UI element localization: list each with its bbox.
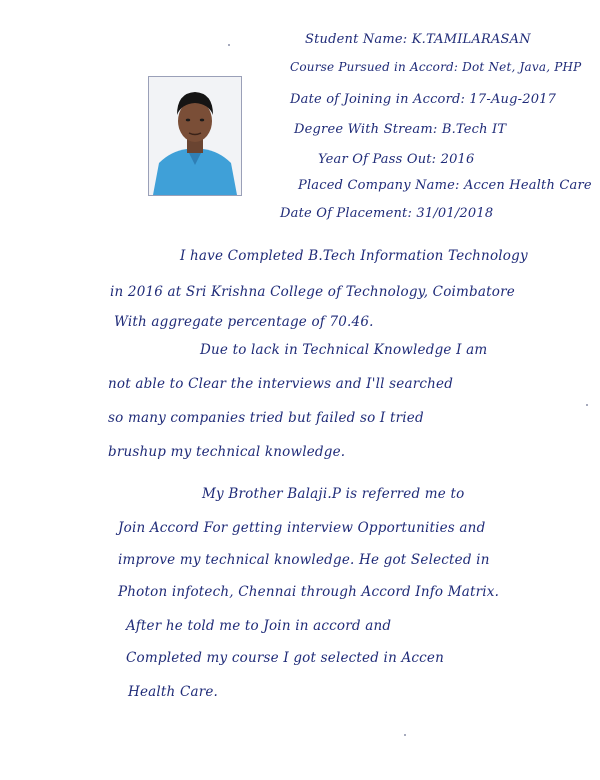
- body-line: improve my technical knowledge. He got Selected in: [118, 552, 490, 568]
- body-line: Completed my course I got selected in Accen: [126, 650, 445, 666]
- body-line: Health Care.: [128, 684, 219, 700]
- placement-date-line: Date Of Placement: 31/01/2018: [280, 206, 494, 221]
- body-line: Photon infotech, Chennai through Accord Info Matrix.: [118, 584, 500, 600]
- student-photo: [148, 76, 242, 196]
- body-line: brushup my technical knowledge.: [108, 444, 346, 460]
- student-name-line: Student Name: K.TAMILARASAN: [305, 32, 531, 47]
- body-line: My Brother Balaji.P is referred me to: [202, 486, 465, 502]
- body-line: in 2016 at Sri Krishna College of Technology, Coimbatore: [110, 284, 515, 300]
- body-line: With aggregate percentage of 70.46.: [114, 314, 374, 330]
- body-line: I have Completed B.Tech Information Technology: [180, 248, 528, 264]
- scan-speck: [404, 734, 406, 736]
- passout-year-line: Year Of Pass Out: 2016: [318, 152, 475, 167]
- scan-speck: [586, 404, 588, 406]
- course-line: Course Pursued in Accord: Dot Net, Java, PHP: [290, 60, 582, 74]
- body-line: Join Accord For getting interview Opportunities and: [118, 520, 486, 536]
- body-line: After he told me to Join in accord and: [126, 618, 392, 634]
- placed-company-line: Placed Company Name: Accen Health Care: [298, 178, 592, 193]
- scan-speck: [228, 44, 230, 46]
- body-line: so many companies tried but failed so I tried: [108, 410, 424, 426]
- degree-line: Degree With Stream: B.Tech IT: [294, 122, 507, 137]
- body-line: not able to Clear the interviews and I'll searched: [108, 376, 454, 392]
- body-line: Due to lack in Technical Knowledge I am: [200, 342, 488, 358]
- joining-date-line: Date of Joining in Accord: 17-Aug-2017: [290, 92, 557, 107]
